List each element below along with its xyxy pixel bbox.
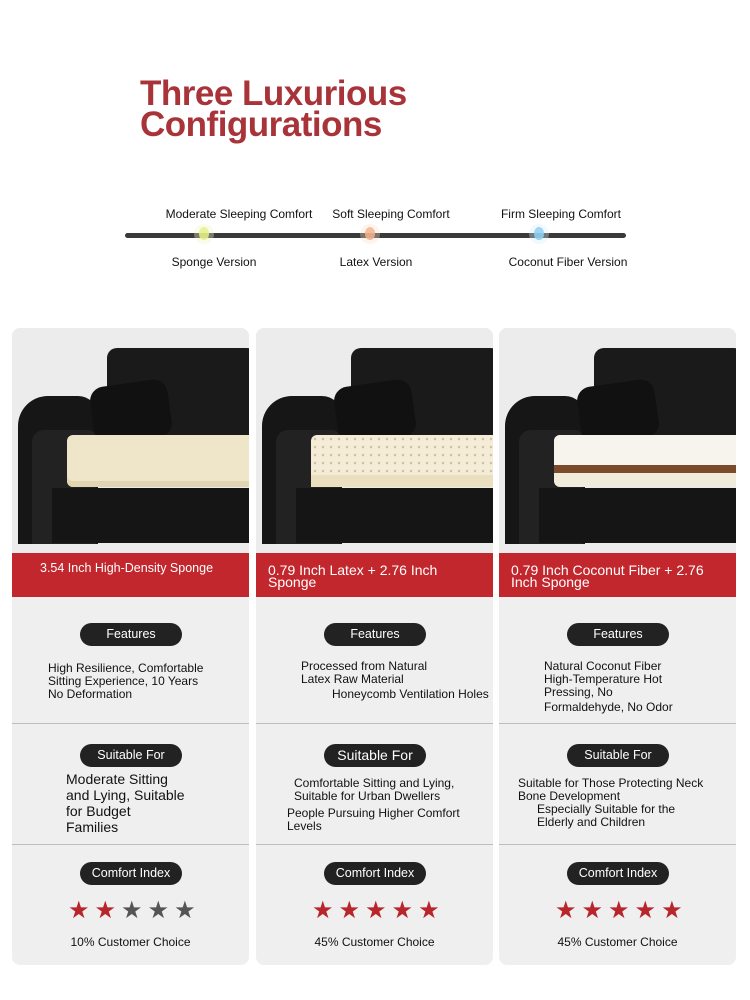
customer-choice: 45% Customer Choice [314,935,435,949]
latex-sofa-image [256,328,493,553]
star-filled-icon: ★ [94,897,117,924]
timeline-top-label-1: Moderate Sleeping Comfort [165,207,313,221]
star-empty-icon: ★ [174,897,196,924]
star-filled-icon: ★ [608,897,630,924]
title-line-2: Configurations [140,105,382,144]
coconut-card [499,328,736,965]
features-badge: Features [80,623,182,646]
latex-card [256,328,493,965]
divider [499,844,736,845]
customer-choice: 45% Customer Choice [557,935,678,949]
star-filled-icon: ★ [338,897,361,924]
timeline-bottom-label-2: Latex Version [339,255,413,269]
sponge-sofa-image [12,328,249,553]
star-filled-icon: ★ [365,897,387,924]
divider [256,723,493,724]
comfort-rating [68,899,196,923]
page-title [140,74,407,144]
comfort-rating [555,899,683,923]
star-filled-icon: ★ [555,897,577,924]
card-headline: 3.54 Inch High-Density Sponge [12,553,249,597]
suitable-text: Moderate Sitting and Lying, Suitable for Budget Families [66,771,185,835]
star-filled-icon: ★ [634,897,657,924]
suitable-badge: Suitable For [567,744,669,767]
star-filled-icon: ★ [391,897,414,924]
title-line-1: Three Luxurious [140,74,407,113]
star-filled-icon: ★ [68,897,90,924]
sponge-card [12,328,249,965]
star-filled-icon: ★ [418,897,440,924]
card-headline: 0.79 Inch Coconut Fiber + 2.76 Inch Sponge [499,553,736,597]
timeline-bottom-label-3: Coconut Fiber Version [508,255,628,269]
divider [256,844,493,845]
suitable-text: Comfortable Sitting and Lying, Suitable for Urban Dwellers People Pursuing Higher Comfort Levels [287,776,460,833]
features-badge: Features [324,623,426,646]
comfort-timeline [0,200,750,280]
comfort-index-badge: Comfort Index [80,862,182,885]
timeline-top-label-3: Firm Sleeping Comfort [500,207,622,221]
star-filled-icon: ★ [581,897,604,924]
divider [499,723,736,724]
suitable-text: Suitable for Those Protecting Neck Bone Development Especially Suitable for the Elderly and Children [518,776,704,829]
coconut-sofa-image [499,328,736,553]
coconut-marker-icon [533,227,545,243]
star-filled-icon: ★ [312,897,334,924]
star-filled-icon: ★ [661,897,683,924]
timeline-top-label-2: Soft Sleeping Comfort [332,207,450,221]
customer-choice: 10% Customer Choice [70,935,191,949]
features-text: High Resilience, Comfortable Sitting Experience, 10 Years No Deformation [48,661,204,701]
features-text: Processed from Natural Latex Raw Material Honeycomb Ventilation Holes [301,659,489,701]
comfort-index-badge: Comfort Index [567,862,669,885]
star-empty-icon: ★ [121,897,143,924]
divider [12,844,249,845]
star-empty-icon: ★ [147,897,170,924]
latex-marker-icon [364,227,376,243]
divider [12,723,249,724]
card-headline: 0.79 Inch Latex + 2.76 Inch Sponge [256,553,493,597]
comfort-rating [312,899,440,923]
timeline-bottom-label-1: Sponge Version [171,255,257,269]
features-text: Natural Coconut Fiber High-Temperature Hot Pressing, No Formaldehyde, No Odor [544,659,673,714]
sponge-marker-icon [198,227,210,243]
features-badge: Features [567,623,669,646]
suitable-badge: Suitable For [324,744,426,767]
comfort-index-badge: Comfort Index [324,862,426,885]
suitable-badge: Suitable For [80,744,182,767]
